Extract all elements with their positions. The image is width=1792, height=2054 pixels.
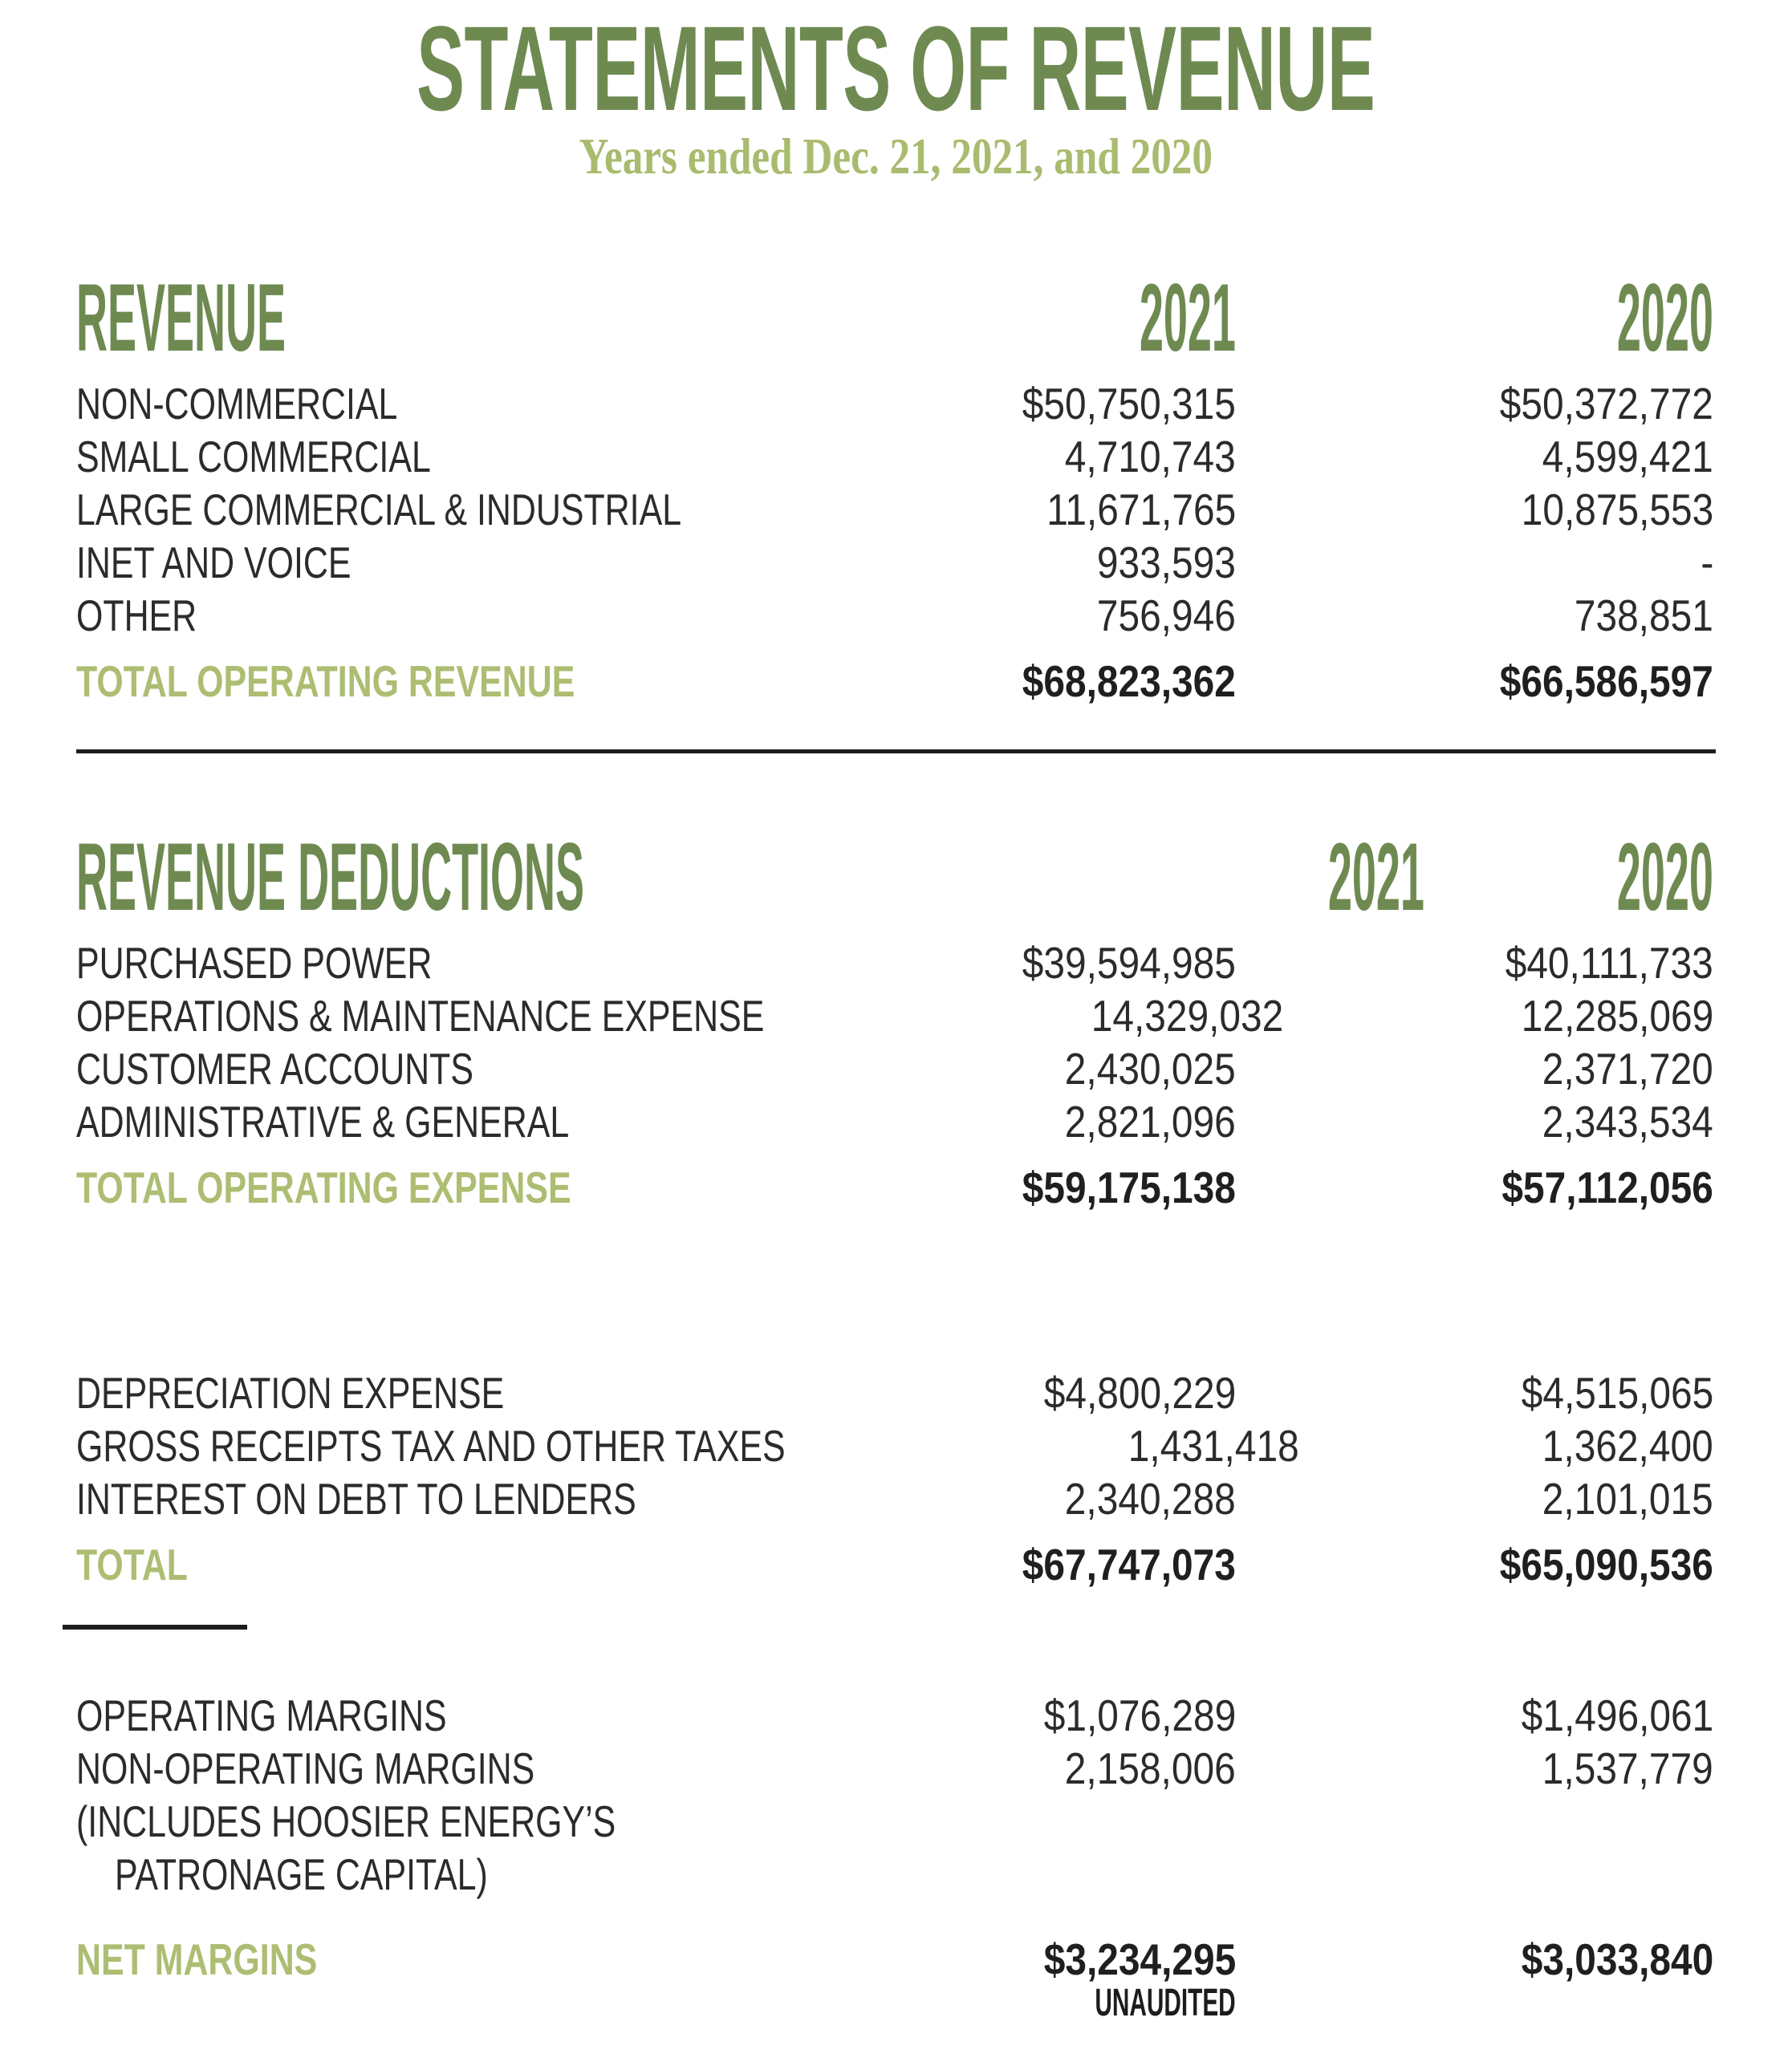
row-value-2021: 756,946 — [1097, 591, 1236, 640]
deductions-rows — [0, 936, 1792, 1148]
total-value-2021: $3,234,295 — [1043, 1934, 1236, 1984]
page-title-text: STATEMENTS OF REVENUE — [417, 1, 1375, 136]
row-label: NON-COMMERCIAL — [76, 379, 398, 428]
table-row — [0, 483, 1792, 536]
row-label: LARGE COMMERCIAL & INDUSTRIAL — [76, 485, 682, 534]
section-heading-revenue: REVENUE — [76, 264, 286, 371]
row-value-2021: 2,340,288 — [1065, 1474, 1236, 1524]
table-row — [0, 430, 1792, 483]
row-value-2021: $50,750,315 — [1022, 379, 1236, 428]
column-header-2020: 2020 — [1616, 823, 1713, 931]
page-subtitle — [0, 128, 1792, 185]
row-label: PURCHASED POWER — [76, 938, 433, 988]
note-text: (INCLUDES HOOSIER ENERGY’S — [76, 1796, 616, 1846]
row-label: ADMINISTRATIVE & GENERAL — [76, 1097, 570, 1147]
total-row-label: TOTAL OPERATING REVENUE — [76, 656, 575, 706]
total-deductions-row — [0, 1538, 1792, 1591]
row-label: OPERATIONS & MAINTENANCE EXPENSE — [76, 991, 765, 1041]
table-row — [0, 1366, 1792, 1419]
row-label: OPERATING MARGINS — [76, 1691, 447, 1740]
table-row — [0, 1419, 1792, 1472]
row-value-2021: 2,158,006 — [1065, 1743, 1236, 1793]
total-value-2020: $66,586,597 — [1499, 656, 1713, 706]
row-value-2021: $4,800,229 — [1043, 1368, 1236, 1418]
net-margins-row — [0, 1933, 1792, 1986]
total-value-2020: $3,033,840 — [1521, 1934, 1713, 1984]
total-row-label: TOTAL OPERATING EXPENSE — [76, 1163, 571, 1212]
page-subtitle-text: Years ended Dec. 21, 2021, and 2020 — [579, 128, 1213, 185]
unaudited-note-row — [0, 1982, 1792, 2024]
row-value-2020: $4,515,065 — [1521, 1368, 1713, 1418]
page-title — [0, 1, 1792, 136]
table-row — [0, 589, 1792, 642]
total-row-label: NET MARGINS — [76, 1934, 318, 1984]
row-value-2020: 2,371,720 — [1542, 1044, 1713, 1094]
row-label: NON-OPERATING MARGINS — [76, 1743, 535, 1793]
table-row — [0, 1742, 1792, 1795]
total-operating-revenue-row — [0, 655, 1792, 708]
revenue-section-header-row — [0, 265, 1792, 371]
row-value-2021: 933,593 — [1097, 538, 1236, 587]
table-row — [0, 1095, 1792, 1148]
row-value-2020: 2,343,534 — [1542, 1097, 1713, 1147]
note-text: PATRONAGE CAPITAL) — [115, 1849, 488, 1899]
row-label: CUSTOMER ACCOUNTS — [76, 1044, 473, 1094]
row-value-2020: 10,875,553 — [1521, 485, 1713, 534]
row-label: GROSS RECEIPTS TAX AND OTHER TAXES — [76, 1421, 786, 1471]
column-header-2021: 2021 — [1139, 264, 1236, 371]
other-deductions-rows — [0, 1366, 1792, 1525]
table-row — [0, 536, 1792, 589]
total-operating-expense-row — [0, 1161, 1792, 1214]
table-row — [0, 1472, 1792, 1525]
row-value-2020: 12,285,069 — [1521, 991, 1713, 1041]
revenue-rows — [0, 377, 1792, 642]
row-label: SMALL COMMERCIAL — [76, 432, 431, 481]
row-value-2021: $39,594,985 — [1022, 938, 1236, 988]
row-value-2020: 738,851 — [1575, 591, 1713, 640]
margins-divider-rule — [63, 1625, 247, 1630]
row-value-2021: 1,431,418 — [1128, 1421, 1299, 1471]
section-divider-rule — [76, 749, 1716, 753]
row-label: INTEREST ON DEBT TO LENDERS — [76, 1474, 636, 1524]
row-label: DEPRECIATION EXPENSE — [76, 1368, 505, 1418]
row-value-2020: 1,362,400 — [1542, 1421, 1713, 1471]
row-label: INET AND VOICE — [76, 538, 351, 587]
row-value-2020: $50,372,772 — [1499, 379, 1713, 428]
row-value-2020: $1,496,061 — [1521, 1691, 1713, 1740]
total-value-2020: $57,112,056 — [1501, 1163, 1713, 1212]
total-value-2021: $67,747,073 — [1022, 1540, 1236, 1589]
row-value-2021: 11,671,765 — [1046, 485, 1236, 534]
column-header-2021: 2021 — [1327, 823, 1424, 931]
row-value-2020: 4,599,421 — [1542, 432, 1713, 481]
row-value-2020: 2,101,015 — [1542, 1474, 1713, 1524]
row-value-2021: $1,076,289 — [1043, 1691, 1236, 1740]
total-value-2020: $65,090,536 — [1499, 1540, 1713, 1589]
total-value-2021: $68,823,362 — [1022, 656, 1236, 706]
table-row — [0, 936, 1792, 989]
total-value-2021: $59,175,138 — [1022, 1163, 1236, 1212]
note-line — [0, 1848, 1792, 1901]
row-value-2021: 14,329,032 — [1091, 991, 1284, 1041]
row-value-2020: $40,111,733 — [1505, 938, 1713, 988]
row-value-2021: 2,430,025 — [1065, 1044, 1236, 1094]
margins-rows — [0, 1689, 1792, 1901]
table-row — [0, 377, 1792, 430]
unaudited-note: UNAUDITED — [1095, 1982, 1236, 2024]
row-value-2021: 2,821,096 — [1065, 1097, 1236, 1147]
row-value-2020: 1,537,779 — [1542, 1743, 1713, 1793]
table-row — [0, 989, 1792, 1042]
section-heading-revenue-deductions: REVENUE DEDUCTIONS — [76, 823, 585, 931]
note-line — [0, 1795, 1792, 1848]
row-label: OTHER — [76, 591, 197, 640]
total-row-label: TOTAL — [76, 1540, 189, 1589]
table-row — [0, 1689, 1792, 1742]
deductions-section-header-row — [0, 824, 1792, 930]
column-header-2020: 2020 — [1616, 264, 1713, 371]
row-value-2021: 4,710,743 — [1065, 432, 1236, 481]
row-value-2020: - — [1701, 538, 1713, 587]
table-row — [0, 1042, 1792, 1095]
